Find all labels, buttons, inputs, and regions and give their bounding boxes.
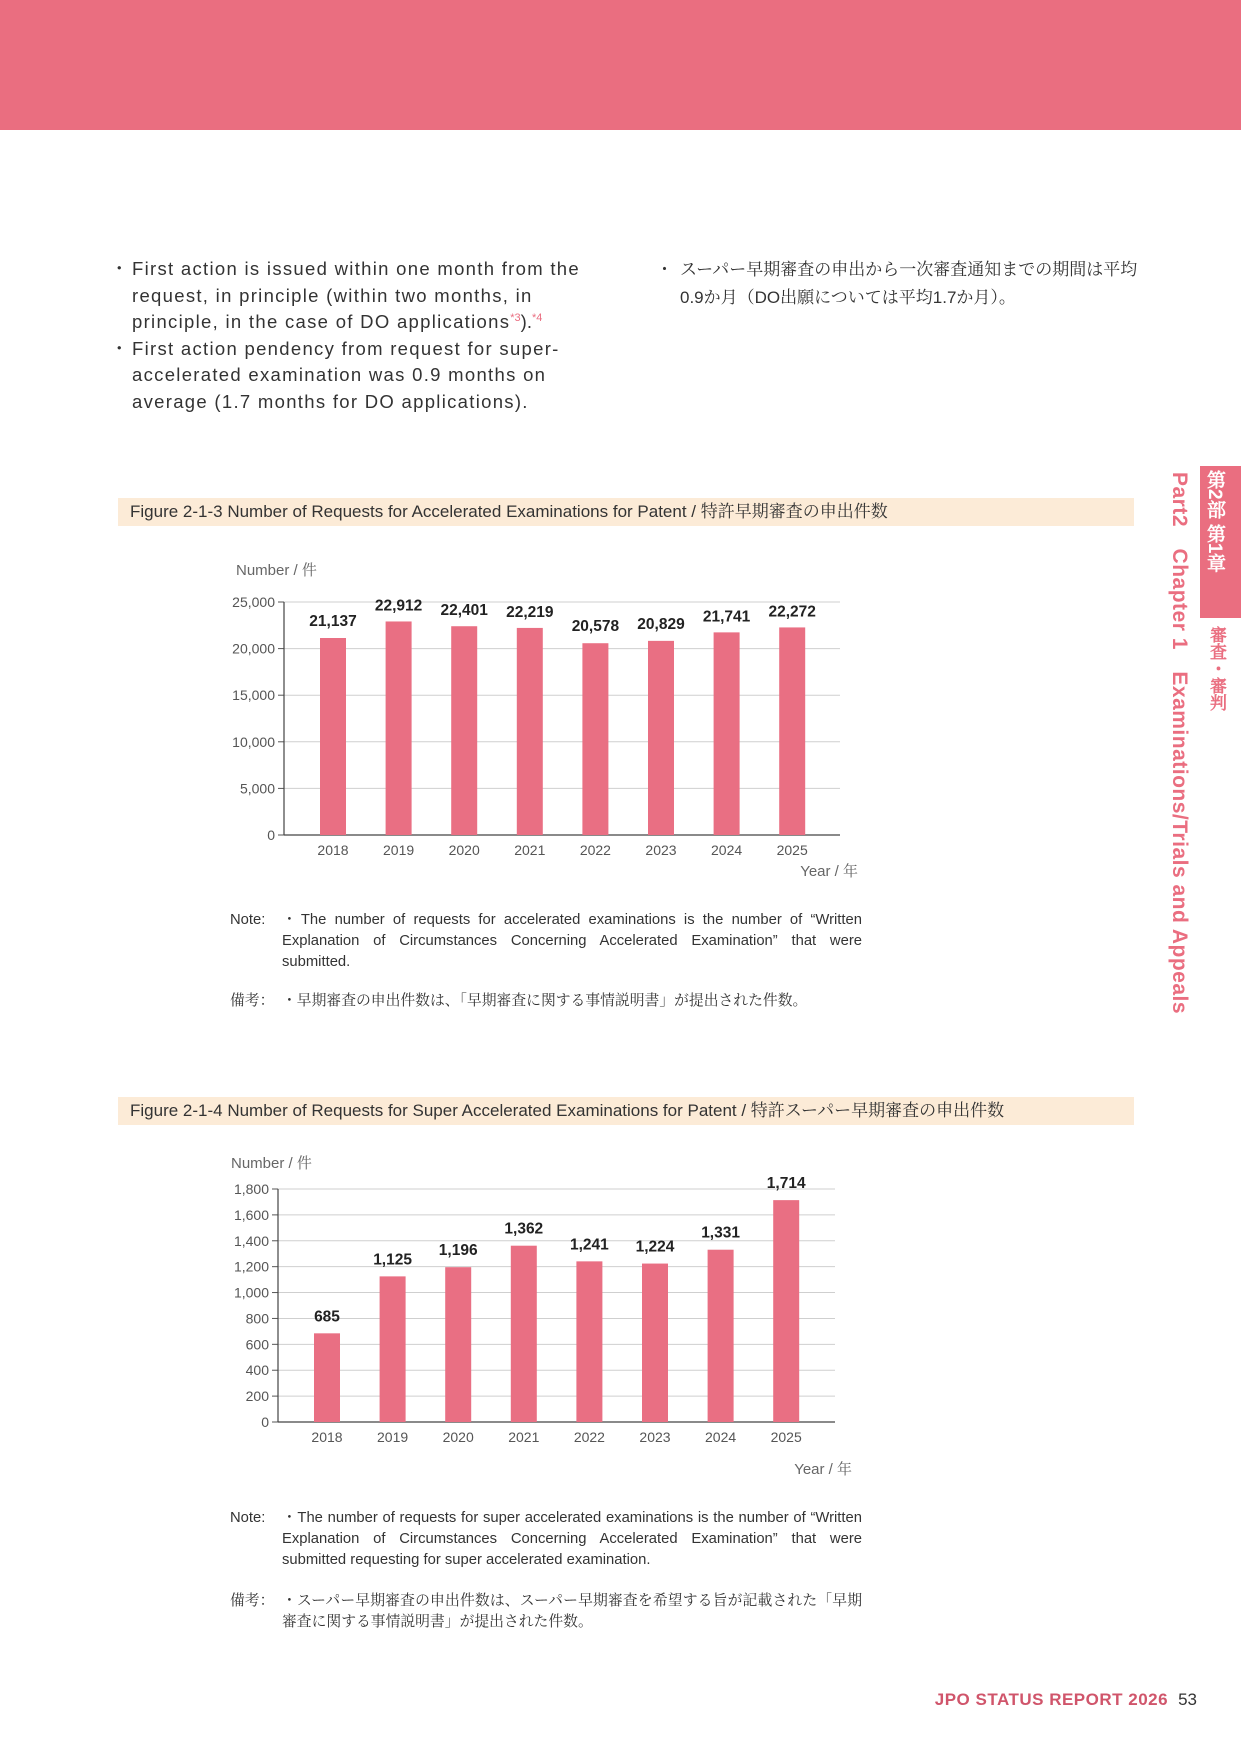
x-axis-label: Year / 年 [794,1461,852,1478]
data-label-2025: 1,714 [766,1175,806,1193]
y-tick-label: 5,000 [239,780,275,797]
x-tick-label-2021: 2021 [514,842,546,858]
y-tick-label: 25,000 [232,594,275,610]
y-tick-label: 0 [267,827,275,843]
bar-2021 [517,628,543,835]
bar-2019 [380,1276,406,1422]
figure-2-1-3-note [230,910,862,973]
figure-2-1-4-note-ja [230,1591,862,1633]
chart-super-accelerated-requests [0,1143,1241,1483]
bar-2018 [314,1333,340,1422]
data-label-2022: 1,241 [570,1236,609,1254]
bar-2019 [386,621,412,835]
y-axis-label: Number / 件 [236,562,317,579]
note-text-ja: ・スーパー早期審査の申出件数は、スーパー早期審査を希望する旨が記載された「早期審査に関する事情説明書」が提出された件数。 [282,1593,862,1630]
y-tick-label: 15,000 [232,687,275,704]
data-label-2023: 1,224 [635,1238,675,1256]
chapter-subtitle-ja: 審査・審判 [1207,626,1226,711]
data-label-2022: 20,578 [571,618,620,636]
figure-2-1-3-note-ja [230,991,862,1012]
note-label: Note: [230,912,266,928]
data-label-2018: 21,137 [309,613,357,631]
data-label-2021: 1,362 [504,1220,544,1238]
bar-2025 [773,1200,799,1422]
footnote-ref[interactable]: *4 [531,311,543,324]
y-tick-label: 10,000 [232,733,275,750]
data-label-2023: 20,829 [637,615,685,633]
bar-2023 [642,1264,668,1422]
bar-2024 [714,632,740,835]
note-text-ja: ・早期審査の申出件数は、「早期審査に関する事情説明書」が提出された件数。 [282,993,808,1009]
report-name: JPO STATUS REPORT 2026 [934,1690,1169,1709]
x-axis-label: Year / 年 [800,863,858,880]
part-tab-label: 第2部 第1章 [1204,470,1225,573]
figure-2-1-4-note [230,1508,862,1571]
bullet-en-2-text: First action pendency from request for super-accelerated examination was 0.9 months on average (1.7 months for DO applications). [132,337,560,412]
page-footer [935,1690,1197,1710]
bar-2020 [445,1267,471,1422]
chart-accelerated-requests [0,550,1241,890]
x-tick-label-2024: 2024 [711,842,743,858]
data-label-2020: 1,196 [438,1242,478,1260]
x-tick-label-2019: 2019 [383,842,415,858]
note-label-ja: 備考： [230,1593,275,1609]
y-tick-label: 1,400 [233,1232,269,1249]
note-label-ja: 備考： [230,993,275,1009]
y-tick-label: 1,800 [233,1181,269,1197]
data-label-2025: 22,272 [768,603,816,621]
y-tick-label: 200 [245,1388,269,1405]
bullet-ja-1: ・ スーパー早期審査の申出から一次審査通知までの期間は平均0.9か月（DO出願については平均1.7か月）。 [662,256,1142,312]
x-tick-label-2025: 2025 [770,1429,802,1445]
chart-accelerated-requests-svg [0,550,1241,890]
header-band [0,0,1241,130]
data-label-2024: 1,331 [701,1224,740,1242]
x-tick-label-2018: 2018 [317,842,349,858]
bar-2022 [582,643,608,835]
bullet-en-1 [118,256,598,336]
page-number: 53 [1178,1690,1197,1709]
footnote-ref[interactable]: *3 [510,311,521,324]
x-tick-label-2024: 2024 [705,1429,737,1445]
y-tick-label: 1,600 [233,1206,269,1223]
bullet-en-2 [118,336,598,416]
bar-2023 [648,641,674,835]
bar-2018 [320,638,346,835]
bullet-en-1-text: First action is issued within one month from the request, in principle (within two months, in principle, in the case of DO applications [132,258,580,332]
bar-2025 [779,627,805,835]
note-text: ・The number of requests for super accelerated examinations is the number of “Written Explanation of Circumstances Concerning Accelerated Examination” that were submitted requesting for super accelerated examination. [282,1510,862,1568]
x-tick-label-2020: 2020 [448,842,480,858]
y-tick-label: 1,200 [233,1258,269,1275]
y-tick-label: 0 [261,1414,269,1430]
x-tick-label-2018: 2018 [311,1429,343,1445]
data-label-2024: 21,741 [702,608,751,626]
note-text: ・The number of requests for accelerated examinations is the number of “Written Explanation of Circumstances Concerning Accelerated Examination” that were submitted. [282,912,862,970]
note-label: Note: [230,1510,266,1526]
y-tick-label: 600 [245,1336,269,1353]
chart-super-accelerated-requests-svg [0,1143,1241,1483]
x-tick-label-2022: 2022 [579,842,611,858]
y-tick-label: 1,000 [233,1284,269,1301]
x-tick-label-2023: 2023 [639,1429,671,1445]
y-tick-label: 20,000 [232,640,275,657]
x-tick-label-2021: 2021 [508,1429,540,1445]
x-tick-label-2020: 2020 [442,1429,474,1445]
y-axis-label: Number / 件 [231,1155,312,1172]
y-tick-label: 400 [245,1362,269,1379]
chapter-title-en: Part2 Chapter 1 Examinations/Trials and Appeals [1168,472,1191,1015]
x-tick-label-2025: 2025 [776,842,808,858]
data-label-2019: 1,125 [373,1251,412,1269]
y-tick-label: 800 [245,1310,269,1327]
bar-2022 [576,1261,602,1422]
data-label-2020: 22,401 [440,602,488,620]
data-label-2018: 685 [314,1308,340,1326]
figure-2-1-4-title: Figure 2-1-4 Number of Requests for Super Accelerated Examinations for Patent / 特許スーパー早期審査の申出件数 [118,1097,1134,1125]
data-label-2021: 22,219 [506,603,554,621]
bullet-en-1-tail: ). [520,311,532,332]
bar-2020 [451,626,477,835]
bullets-ja [662,256,1142,312]
x-tick-label-2023: 2023 [645,842,677,858]
bar-2024 [708,1250,734,1422]
bar-2021 [511,1246,537,1422]
x-tick-label-2019: 2019 [377,1429,409,1445]
bullets-en [118,256,598,415]
data-label-2019: 22,912 [374,597,423,615]
figure-2-1-3-title: Figure 2-1-3 Number of Requests for Accelerated Examinations for Patent / 特許早期審査の申出件数 [118,498,1134,526]
x-tick-label-2022: 2022 [573,1429,605,1445]
